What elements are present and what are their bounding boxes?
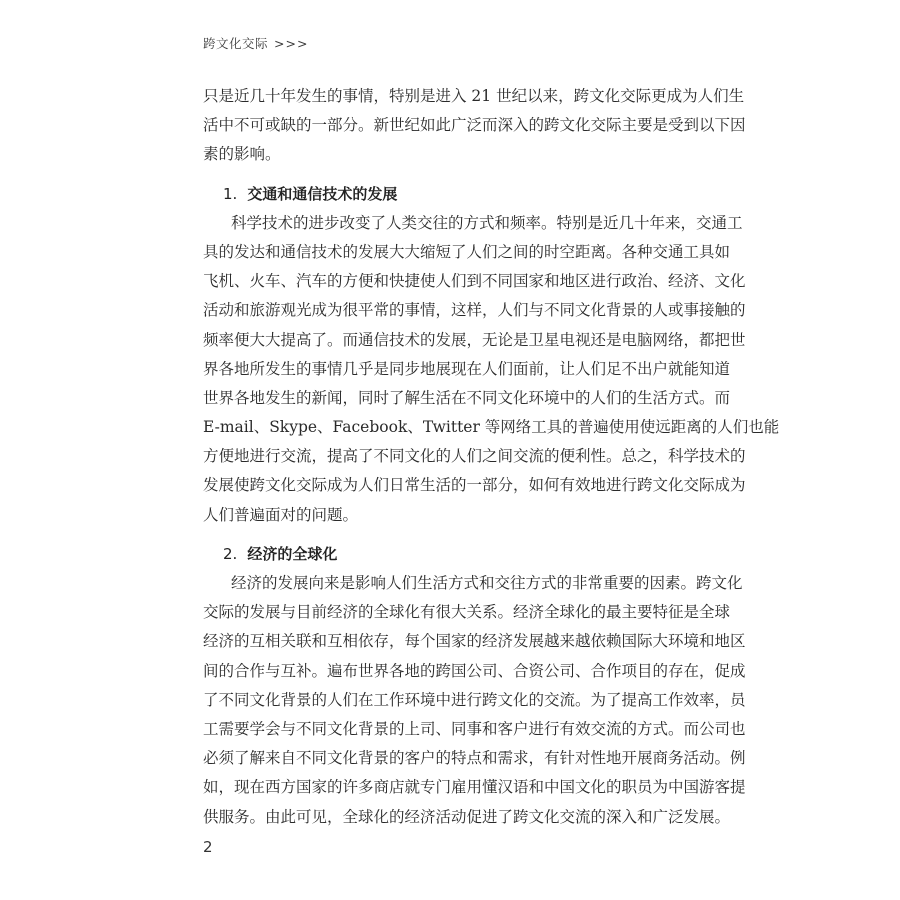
text-line: 界各地所发生的事情几乎是同步地展现在人们面前，让人们足不出户就能知道 [203, 359, 731, 378]
section-title: 经济的全球化 [247, 544, 338, 563]
body-text [203, 82, 780, 832]
text-line: 必须了解来自不同文化背景的客户的特点和需求，有针对性地开展商务活动。例 [203, 749, 746, 768]
text-line: 了不同文化背景的人们在工作环境中进行跨文化的交流。为了提高工作效率，员 [203, 690, 746, 709]
section-title: 交通和通信技术的发展 [247, 184, 398, 203]
text-line: E-mail、Skype、Facebook、Twitter 等网络工具的普遍使用使远距离的人们也能 [203, 418, 780, 437]
text-line: 频率便大大提高了。而通信技术的发展，无论是卫星电视还是电脑网络，都把世 [203, 330, 746, 349]
text-line: 如，现在西方国家的许多商店就专门雇用懂汉语和中国文化的职员为中国游客提 [203, 778, 746, 797]
text-line: 经济的互相关联和互相依存，每个国家的经济发展越来越依赖国际大环境和地区 [203, 632, 746, 651]
text-line: 素的影响。 [203, 145, 281, 164]
text-line: 只是近几十年发生的事情，特别是进入 21 世纪以来，跨文化交际更成为人们生 [203, 87, 745, 105]
section-heading-1 [203, 180, 703, 209]
text-line: 世界各地发生的新闻，同时了解生活在不同文化环境中的人们的生活方式。而 [203, 388, 731, 407]
text-line: 活中不可或缺的一部分。新世纪如此广泛而深入的跨文化交际主要是受到以下因 [203, 116, 746, 135]
text-line: 方便地进行交流，提高了不同文化的人们之间交流的便利性。总之，科学技术的 [203, 447, 746, 466]
text-line: 间的合作与互补。遍布世界各地的跨国公司、合资公司、合作项目的存在，促成 [203, 661, 746, 680]
text-line: 经济的发展向来是影响人们生活方式和交往方式的非常重要的因素。跨文化 [231, 574, 743, 592]
section-heading-2 [203, 540, 703, 569]
text-line: 发展使跨文化交际成为人们日常生活的一部分，如何有效地进行跨文化交际成为 [203, 476, 746, 495]
running-head [203, 34, 308, 52]
text-line: 供服务。由此可见，全球化的经济活动促进了跨文化交流的深入和广泛发展。 [203, 807, 731, 826]
text-line: 活动和旅游观光成为很平常的事情，这样，人们与不同文化背景的人或事接触的 [203, 301, 746, 320]
running-head-arrows: >>> [274, 36, 309, 51]
text-line: 飞机、火车、汽车的方便和快捷使人们到不同国家和地区进行政治、经济、文化 [203, 272, 746, 291]
text-line: 具的发达和通信技术的发展大大缩短了人们之间的时空距离。各种交通工具如 [203, 242, 731, 261]
section-number: 1. [223, 184, 238, 203]
page-number: 2 [203, 838, 213, 856]
text-line: 科学技术的进步改变了人类交往的方式和频率。特别是近几十年来，交通工 [231, 213, 743, 232]
text-line: 工需要学会与不同文化背景的上司、同事和客户进行有效交流的方式。而公司也 [203, 719, 746, 738]
text-line: 交际的发展与目前经济的全球化有很大关系。经济全球化的最主要特征是全球 [203, 603, 731, 622]
section-number: 2. [223, 544, 238, 563]
running-head-title: 跨文化交际 [203, 36, 269, 51]
text-line: 人们普遍面对的问题。 [203, 505, 359, 524]
